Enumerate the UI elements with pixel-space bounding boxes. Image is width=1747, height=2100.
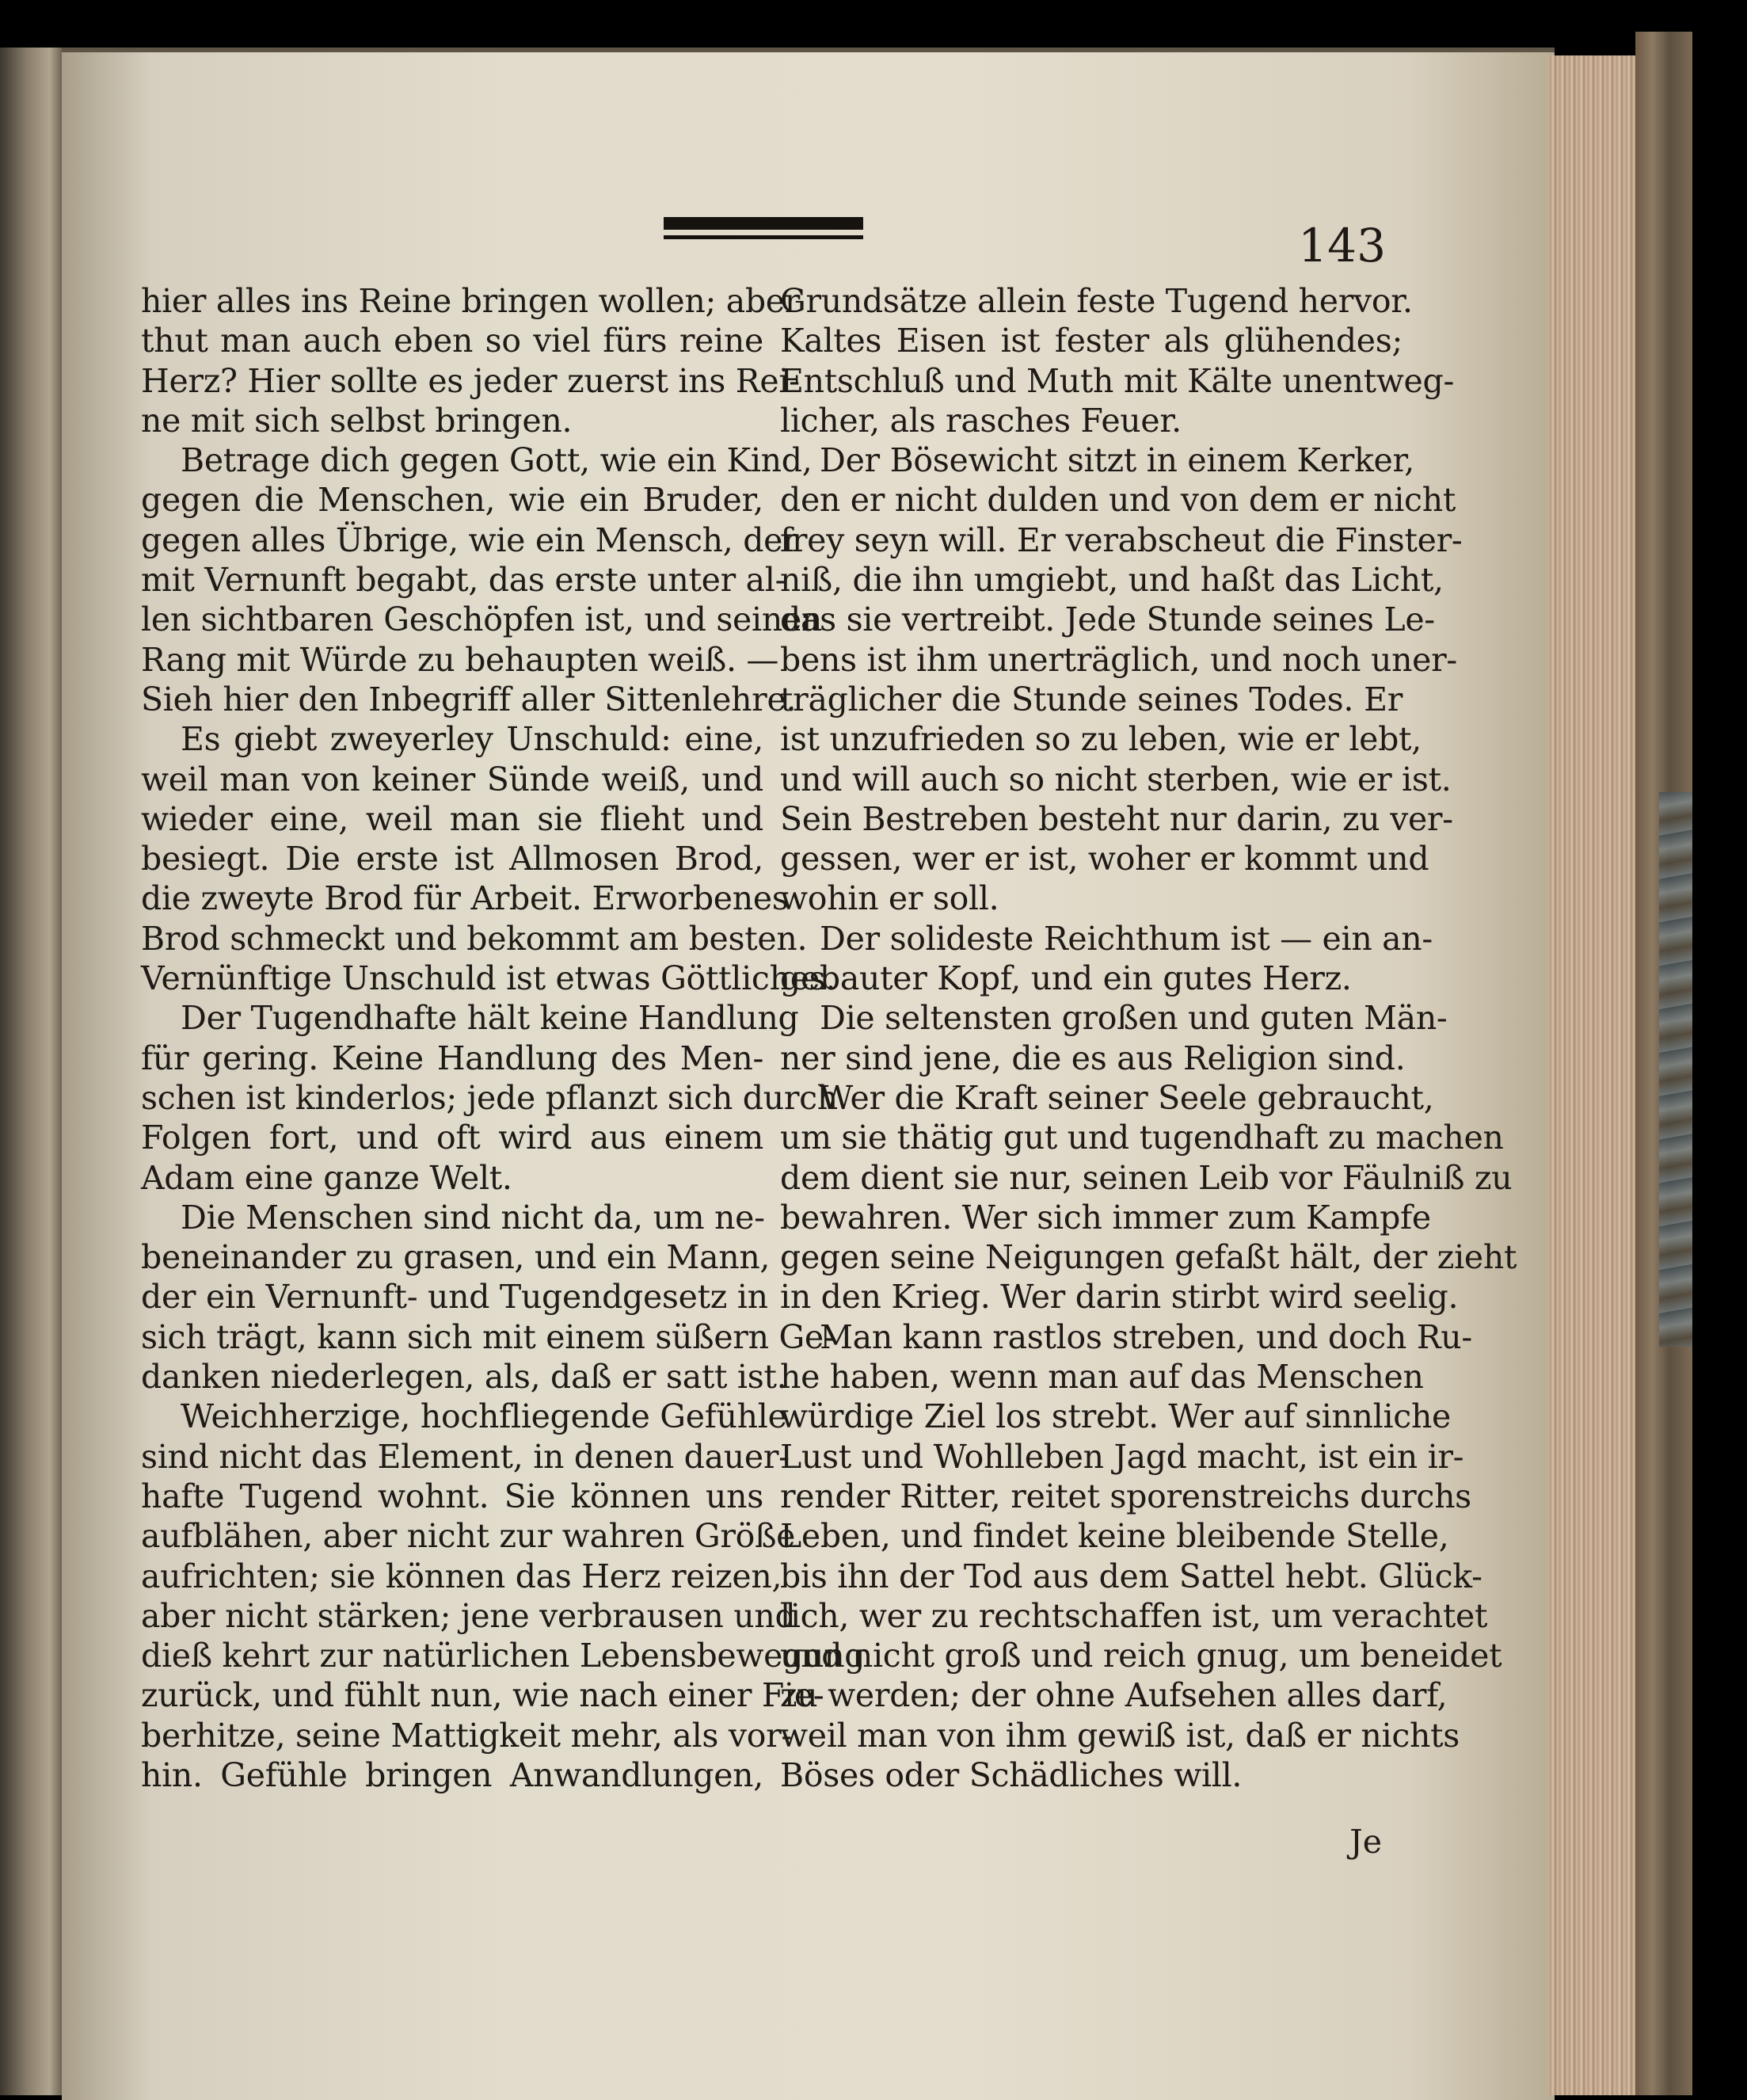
text-line: weil man von ihm gewiß ist, daß er nichts: [780, 1716, 1460, 1755]
text-line: Betrage dich gegen Gott, wie ein Kind,: [181, 441, 813, 480]
text-line: träglicher die Stunde seines Todes. Er: [780, 680, 1403, 718]
text-line: weil man von keiner Sünde weiß, und: [141, 760, 763, 798]
text-line: danken niederlegen, als, daß er satt ist.: [141, 1358, 787, 1397]
left-text-column: [141, 281, 866, 1795]
text-line: Kaltes Eisen ist fester als glühendes;: [780, 322, 1403, 360]
text-line: um sie thätig gut und tugendhaft zu machen: [780, 1119, 1504, 1157]
text-line: zurück, und fühlt nun, wie nach einer Fie-: [141, 1676, 824, 1715]
text-line: gegen seine Neigungen gefaßt hält, der zieht: [780, 1238, 1517, 1277]
text-line: besiegt. Die erste ist Allmosen Brod,: [141, 840, 763, 878]
text-line: zu werden; der ohne Aufsehen alles darf,: [780, 1676, 1448, 1715]
text-line: und nicht groß und reich gnug, um beneidet: [780, 1637, 1502, 1675]
text-line: hier alles ins Reine bringen wollen; aber: [141, 282, 801, 320]
text-line: hafte Tugend wohnt. Sie können uns: [141, 1477, 763, 1515]
text-line: Adam eine ganze Welt.: [141, 1158, 512, 1197]
text-line: ne mit sich selbst bringen.: [141, 401, 573, 440]
text-line: ist unzufrieden so zu leben, wie er lebt,: [780, 720, 1422, 759]
text-line: Die Menschen sind nicht da, um ne-: [181, 1198, 765, 1237]
text-line: lich, wer zu rechtschaffen ist, um verachtet: [780, 1596, 1488, 1635]
text-line: Grundsätze allein feste Tugend hervor.: [780, 282, 1413, 320]
text-line: licher, als rasches Feuer.: [780, 401, 1182, 440]
text-line: bens ist ihm unerträglich, und noch uner-: [780, 640, 1457, 679]
text-line: wieder eine, weil man sie flieht und: [141, 799, 763, 838]
text-line: dem dient sie nur, seinen Leib vor Fäulniß zu: [780, 1158, 1513, 1197]
right-text-column: [780, 281, 1517, 1795]
text-line: aufblähen, aber nicht zur wahren Größe: [141, 1517, 796, 1556]
text-line: Herz? Hier sollte es jeder zuerst ins Rei-: [141, 361, 800, 400]
header-rule-thick: [664, 217, 863, 230]
text-line: ner sind jene, die es aus Religion sind.: [780, 1039, 1406, 1077]
header-rule-thin: [664, 235, 863, 239]
catchword: Je: [1349, 1823, 1382, 1861]
text-line: gessen, wer er ist, woher er kommt und: [780, 840, 1429, 878]
text-line: Die seltensten großen und guten Män-: [820, 999, 1448, 1038]
text-line: hin. Gefühle bringen Anwandlungen,: [141, 1755, 763, 1794]
text-line: der ein Vernunft- und Tugendgesetz in: [141, 1278, 768, 1317]
text-line: berhitze, seine Mattigkeit mehr, als vor-: [141, 1716, 792, 1755]
page-number: 143: [1298, 219, 1386, 273]
text-line: Weichherzige, hochfliegende Gefühle: [181, 1397, 787, 1436]
text-line: gebauter Kopf, und ein gutes Herz.: [780, 959, 1352, 998]
text-line: sich trägt, kann sich mit einem süßern Ge-: [141, 1317, 835, 1356]
left-page-edge: [0, 48, 62, 2095]
text-line: mit Vernunft begabt, das erste unter al-: [141, 561, 786, 600]
text-line: den er nicht dulden und von dem er nicht: [780, 481, 1456, 520]
text-line: Wer die Kraft seiner Seele gebraucht,: [820, 1078, 1434, 1117]
text-line: Entschluß und Muth mit Kälte unentweg-: [780, 361, 1455, 400]
text-line: Sein Bestreben besteht nur darin, zu ver-: [780, 799, 1453, 838]
text-line: Brod schmeckt und bekommt am besten.: [141, 919, 808, 958]
text-line: render Ritter, reitet sporenstreichs durchs: [780, 1477, 1471, 1515]
text-line: Rang mit Würde zu behaupten weiß. —: [141, 640, 779, 679]
text-line: len sichtbaren Geschöpfen ist, und seinen: [141, 600, 823, 639]
header-rule: [664, 217, 863, 241]
text-line: Der solideste Reichthum ist — ein an-: [820, 919, 1433, 958]
text-line: würdige Ziel los strebt. Wer auf sinnliche: [780, 1397, 1452, 1436]
text-line: das sie vertreibt. Jede Stunde seines Le-: [780, 600, 1435, 639]
text-line: Lust und Wohlleben Jagd macht, ist ein ir-: [780, 1437, 1464, 1476]
text-line: he haben, wenn man auf das Menschen: [780, 1358, 1424, 1397]
text-line: gegen alles Übrige, wie ein Mensch, der: [141, 520, 798, 559]
text-line: Der Tugendhafte hält keine Handlung: [181, 999, 799, 1038]
text-line: aufrichten; sie können das Herz reizen,: [141, 1557, 782, 1595]
text-line: wohin er soll.: [780, 879, 999, 918]
text-line: Vernünftige Unschuld ist etwas Göttliches.: [141, 959, 836, 998]
text-line: die zweyte Brod für Arbeit. Erworbenes: [141, 879, 789, 918]
text-line: sind nicht das Element, in denen dauer-: [141, 1437, 790, 1476]
text-line: schen ist kinderlos; jede pflanzt sich durch: [141, 1078, 838, 1117]
text-line: Man kann rastlos streben, und doch Ru-: [820, 1317, 1472, 1356]
text-line: Der Bösewicht sitzt in einem Kerker,: [820, 441, 1415, 480]
text-line: niß, die ihn umgiebt, und haßt das Licht,: [780, 561, 1444, 600]
text-line: bis ihn der Tod aus dem Sattel hebt. Glück-: [780, 1557, 1482, 1595]
page-edges: [1548, 55, 1635, 2095]
text-line: und will auch so nicht sterben, wie er ist.: [780, 760, 1452, 798]
marbled-cover: [1659, 792, 1692, 1347]
text-line: gegen die Menschen, wie ein Bruder,: [141, 481, 763, 520]
text-line: bewahren. Wer sich immer zum Kampfe: [780, 1198, 1431, 1237]
text-line: dieß kehrt zur natürlichen Lebensbewegung: [141, 1637, 866, 1675]
text-line: thut man auch eben so viel fürs reine: [141, 322, 763, 360]
text-line: in den Krieg. Wer darin stirbt wird seelig.: [780, 1278, 1459, 1317]
text-line: Sieh hier den Inbegriff aller Sittenlehre.: [141, 680, 797, 718]
text-line: beneinander zu grasen, und ein Mann,: [141, 1238, 771, 1277]
text-line: Folgen fort, und oft wird aus einem: [141, 1119, 763, 1157]
text-line: frey seyn will. Er verabscheut die Finster-: [780, 520, 1463, 559]
text-line: für gering. Keine Handlung des Men-: [141, 1039, 763, 1077]
text-line: Böses oder Schädliches will.: [780, 1755, 1243, 1794]
text-line: Es giebt zweyerley Unschuld: eine,: [181, 720, 763, 759]
text-line: aber nicht stärken; jene verbrausen und: [141, 1596, 796, 1635]
text-line: Leben, und findet keine bleibende Stelle,: [780, 1517, 1449, 1556]
